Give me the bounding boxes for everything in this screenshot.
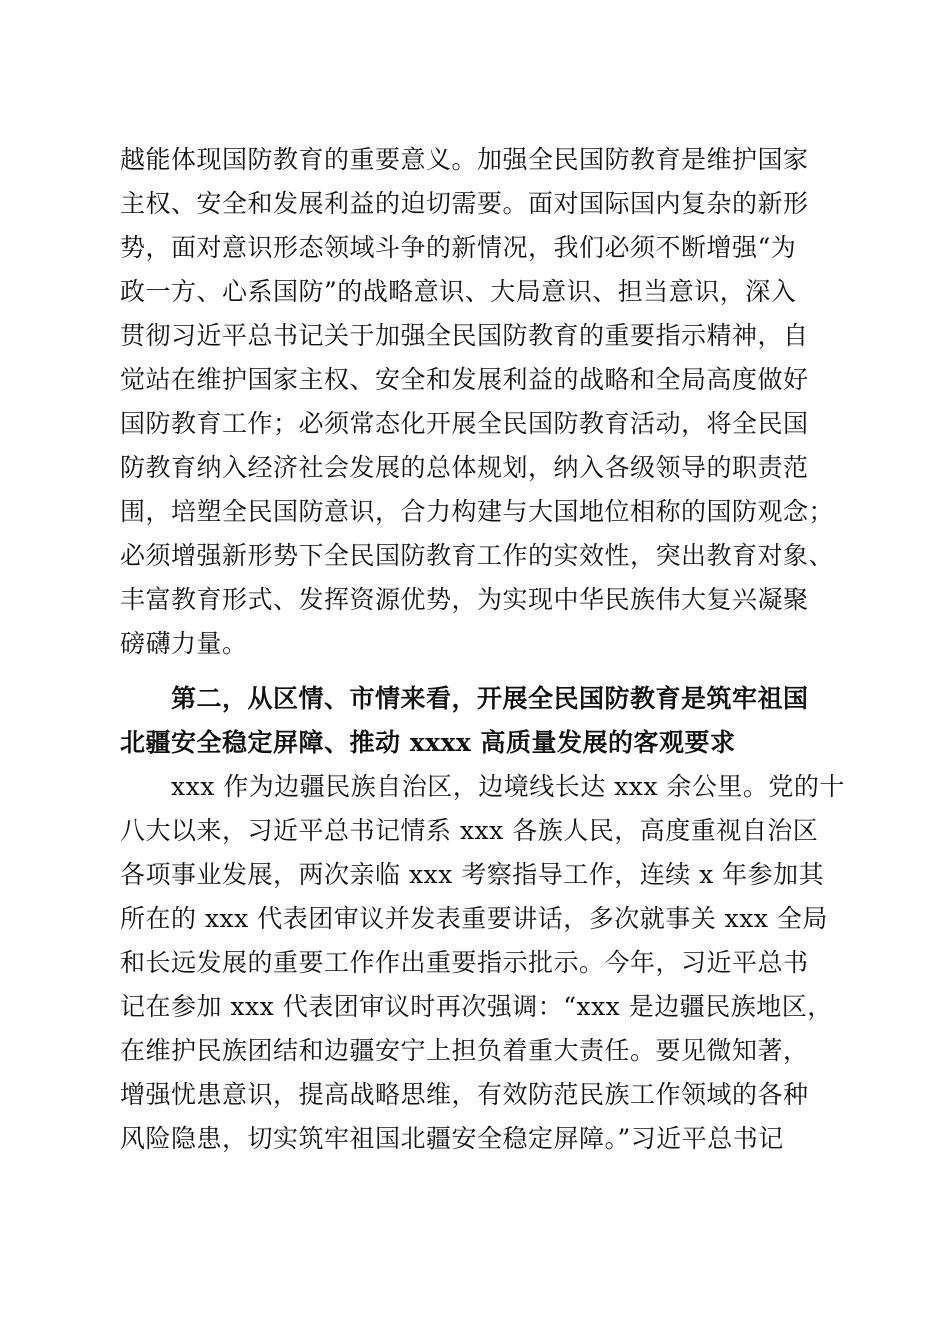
paragraph-line: 国防教育工作；必须常态化开展全民国防教育活动，将全民国 xyxy=(120,409,809,438)
section-heading-line: 第二，从区情、市情来看，开展全民国防教育是筑牢祖国 xyxy=(171,684,809,713)
paragraph-line: 政一方、心系国防”的战略意识、大局意识、担当意识，深入 xyxy=(120,277,797,306)
paragraph-line: 增强忧患意识，提高战略思维，有效防范民族工作领域的各种 xyxy=(120,1080,809,1109)
paragraph-line: 记在参加 xxx 代表团审议时再次强调：“xxx 是边疆民族地区， xyxy=(120,992,833,1021)
paragraph-line: 越能体现国防教育的重要意义。加强全民国防教育是维护国家 xyxy=(120,145,809,174)
paragraph-line: xxx 作为边疆民族自治区，边境线长达 xxx 余公里。党的十 xyxy=(171,772,845,801)
paragraph-line: 和长远发展的重要工作作出重要指示批示。今年，习近平总书 xyxy=(120,948,809,977)
paragraph-line: 各项事业发展，两次亲临 xxx 考察指导工作，连续 x 年参加其 xyxy=(120,860,825,889)
paragraph-line: 风险隐患，切实筑牢祖国北疆安全稳定屏障。”习近平总书记 xyxy=(120,1124,784,1153)
paragraph-line: 所在的 xxx 代表团审议并发表重要讲话，多次就事关 xxx 全局 xyxy=(120,904,828,933)
paragraph-line: 围，培塑全民国防意识，合力构建与大国地位相称的国防观念； xyxy=(120,497,835,526)
paragraph-line: 在维护民族团结和边疆安宁上担负着重大责任。要见微知著， xyxy=(120,1036,809,1065)
paragraph-line: 必须增强新形势下全民国防教育工作的实效性，突出教育对象、 xyxy=(120,541,835,570)
section-heading-line: 北疆安全稳定屏障、推动 xxxx 高质量发展的客观要求 xyxy=(120,728,736,757)
paragraph-line: 防教育纳入经济社会发展的总体规划，纳入各级领导的职责范 xyxy=(120,453,809,482)
paragraph-line: 觉站在维护国家主权、安全和发展利益的战略和全局高度做好 xyxy=(120,365,809,394)
paragraph-line: 贯彻习近平总书记关于加强全民国防教育的重要指示精神，自 xyxy=(120,321,809,350)
paragraph-line: 磅礴力量。 xyxy=(120,629,248,658)
paragraph-line: 主权、安全和发展利益的迫切需要。面对国际国内复杂的新形 xyxy=(120,189,809,218)
paragraph-line: 势，面对意识形态领域斗争的新情况，我们必须不断增强“为 xyxy=(120,233,797,262)
paragraph-line: 八大以来，习近平总书记情系 xxx 各族人民，高度重视自治区 xyxy=(120,816,819,845)
paragraph-line: 丰富教育形式、发挥资源优势，为实现中华民族伟大复兴凝聚 xyxy=(120,585,809,614)
